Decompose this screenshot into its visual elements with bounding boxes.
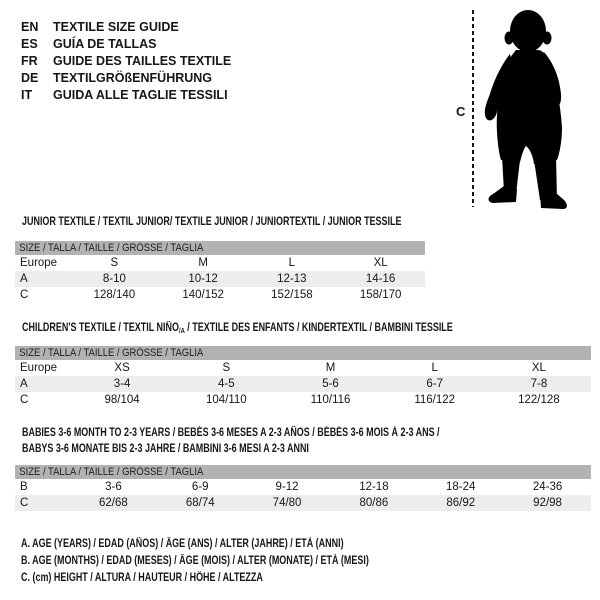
language-label: GUIDA ALLE TAGLIE TESSILI — [53, 88, 228, 102]
size-cell: 104/110 — [205, 394, 247, 406]
note-age-months: B. AGE (MONTHS) / EDAD (MESES) / ÂGE (MOIS) / ALTER (MONATE) / ETÀ (MESI) — [21, 555, 369, 567]
size-cell: 7-8 — [530, 378, 548, 390]
language-row — [21, 70, 231, 87]
language-row — [21, 87, 231, 104]
size-cell: 98/104 — [104, 394, 140, 406]
size-cell: 110/116 — [310, 394, 351, 406]
size-cell: 74/80 — [272, 497, 302, 509]
junior-section-title: JUNIOR TEXTILE / TEXTIL JUNIOR/ TEXTILE JUNIOR / JUNIORTEXTIL / JUNIOR TESSILE — [22, 216, 402, 228]
size-cell: 152/158 — [271, 289, 313, 301]
note-age-years: A. AGE (YEARS) / EDAD (AÑOS) / ÂGE (ANS) / ALTER (JAHRE) / ETÀ (ANNI) — [21, 538, 344, 550]
language-code: FR — [21, 54, 38, 68]
size-cell: 6-7 — [426, 378, 444, 390]
size-header-bar — [15, 346, 591, 360]
row-label: C — [20, 289, 29, 301]
row-label: C — [20, 497, 29, 509]
size-header-bar — [15, 465, 591, 479]
size-cell: 9-12 — [275, 481, 299, 493]
language-label: TEXTILE SIZE GUIDE — [53, 20, 179, 34]
language-label: GUIDE DES TAILLES TEXTILE — [53, 54, 232, 68]
size-header-label: SIZE / TALLA / TAILLE / GRÖSSE / TAGLIA — [19, 347, 204, 359]
language-code: EN — [21, 20, 39, 34]
table-row-height — [15, 287, 425, 303]
size-cell: 62/68 — [99, 497, 128, 509]
babies-size-table — [15, 465, 591, 511]
babies-title-line2: BABYS 3-6 MONATE BIS 2-3 JAHRE / BAMBINI 3-6 MESI A 2-3 ANNI — [22, 443, 309, 455]
language-label: TEXTILGRÖßENFÜHRUNG — [53, 71, 213, 85]
size-header-bar — [15, 241, 425, 255]
babies-title-line1: BABIES 3-6 MONTH TO 2-3 YEARS / BEBÉS 3-6 MESES A 2-3 AÑOS / BÉBÉS 3-6 MOIS À 2-3 ANS / — [22, 427, 440, 439]
language-code: IT — [21, 88, 33, 102]
size-cell: S — [110, 257, 119, 269]
size-cell: XL — [373, 257, 388, 269]
table-row-height — [15, 392, 591, 408]
row-label: Europe — [20, 362, 58, 374]
size-cell: 3-4 — [113, 378, 131, 390]
size-cell: XS — [114, 362, 130, 374]
table-row-age — [15, 479, 591, 495]
children-section-title — [22, 321, 453, 336]
size-cell: M — [325, 362, 336, 374]
size-cell: 14-16 — [365, 273, 396, 285]
language-code: ES — [21, 37, 38, 51]
row-label: A — [20, 273, 28, 285]
size-cell: 116/122 — [414, 394, 456, 406]
size-cell: 128/140 — [93, 289, 136, 301]
size-cell: 12-18 — [359, 481, 389, 493]
size-cell: M — [198, 257, 208, 269]
size-cell: 158/170 — [359, 289, 402, 301]
children-title-subscript: /A — [178, 326, 185, 335]
table-row-age — [15, 376, 591, 392]
language-code: DE — [21, 71, 39, 85]
row-label: C — [20, 394, 29, 406]
table-row-europe — [15, 255, 425, 271]
size-cell: 92/98 — [533, 497, 562, 509]
baby-silhouette-icon — [484, 8, 568, 212]
size-cell: 6-9 — [191, 481, 209, 493]
size-cell: 86/92 — [446, 497, 476, 509]
footnotes — [21, 536, 467, 587]
size-cell: 8-10 — [102, 273, 126, 285]
size-header-label: SIZE / TALLA / TAILLE / GRÖSSE / TAGLIA — [19, 242, 204, 254]
table-row-height — [15, 495, 591, 511]
table-row-age — [15, 271, 425, 287]
size-cell: 10-12 — [188, 273, 218, 285]
row-label: A — [20, 378, 28, 390]
size-cell: L — [288, 257, 296, 269]
row-label: Europe — [20, 257, 58, 269]
language-label: GUÍA DE TALLAS — [53, 37, 157, 51]
height-label: C — [456, 104, 466, 119]
row-label: B — [20, 481, 28, 493]
size-cell: 122/128 — [518, 394, 560, 406]
size-cell: 140/152 — [182, 289, 224, 301]
height-dashed-line — [472, 10, 474, 207]
size-cell: XL — [531, 362, 546, 374]
language-row — [21, 36, 231, 53]
size-cell: 4-5 — [217, 378, 235, 390]
size-cell: S — [222, 362, 231, 374]
junior-size-table — [15, 241, 425, 303]
language-title-list — [21, 19, 231, 104]
children-size-table — [15, 346, 591, 408]
children-title-text: CHILDREN'S TEXTILE / TEXTIL NIÑO — [22, 322, 179, 334]
language-row — [21, 53, 231, 70]
size-cell: 24-36 — [532, 481, 563, 493]
size-header-label: SIZE / TALLA / TAILLE / GRÖSSE / TAGLIA — [19, 466, 204, 478]
size-cell: 12-13 — [277, 273, 307, 285]
note-height: C. (cm) HEIGHT / ALTURA / HAUTEUR / HÖHE / ALTEZZA — [21, 572, 263, 584]
size-cell: L — [431, 362, 438, 374]
size-cell: 18-24 — [446, 481, 476, 493]
size-cell: 68/74 — [185, 497, 215, 509]
size-cell: 3-6 — [105, 481, 122, 493]
size-cell: 80/86 — [359, 497, 389, 509]
language-row — [21, 19, 231, 36]
table-row-europe — [15, 360, 591, 376]
children-title-text: / TEXTILE DES ENFANTS / KINDERTEXTIL / BAMBINI TESSILE — [184, 322, 453, 334]
babies-section-title — [22, 425, 440, 457]
size-cell: 5-6 — [322, 378, 339, 390]
